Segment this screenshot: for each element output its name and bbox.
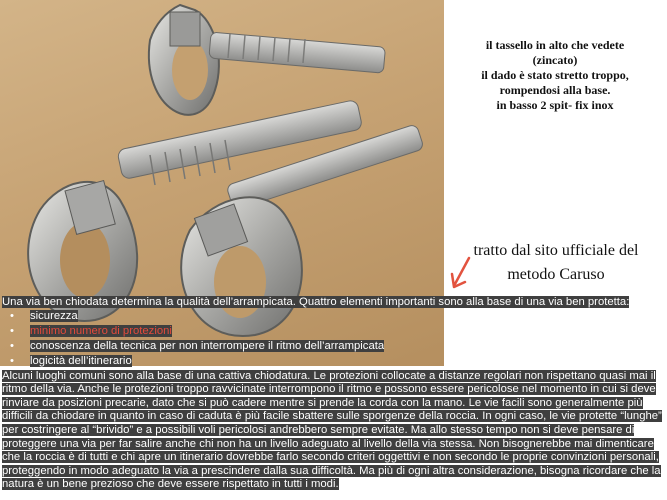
list-item-label: logicità dell’itinerario: [30, 354, 132, 367]
body-text: Alcuni luoghi comuni sono alla base di una cattiva chiodatura. Le protezioni collocate a distanze regolari non rispettano quasi mai il ritmo della via. Anche le protezioni troppo ravvicinate interrompono il ritmo e possono essere pericolose nel momento in cui si deve rinviare da posizioni precarie, dato che si può cadere mentre si prende la corda con la mano. Le vie facili sono generalmente più difficili da chiodare in quanto in caso di caduta è più facile sbattere sulle sporgenze della roccia. In ogni caso, le vie protette “lunghe” per costringere al “brivido” e a possibili voli pericolosi andrebbero sempre evitate. Ma allo stesso tempo non si deve pensare di proteggere una via per far salire anche chi non ha un livello adeguato al livello della via stessa. Non bisognerebbe mai dimenticare che la roccia è di tutti e chi apre un itinerario dovrebbe farlo secondo criteri oggettivi e non secondo le proprie convinzioni personali, proteggendo in modo adeguato la via a prescindere dalla sua difficoltà. Ma più di ogni altra considerazione, bisogna ricordare che la natura è un bene prezioso che deve essere rispettato in tutti i modi.: [2, 369, 662, 491]
list-item: • minimo numero di protezioni: [10, 324, 172, 337]
list-item-label: sicurezza: [30, 309, 78, 322]
list-item: • sicurezza: [10, 309, 78, 322]
list-item-label-highlighted: minimo numero di protezioni: [30, 324, 172, 337]
list-item: • conoscenza della tecnica per non interrompere il ritmo dell’arrampicata: [10, 339, 385, 352]
intro-text: Una via ben chiodata determina la qualità dell’arrampicata. Quattro elementi importanti sono alla base di una via ben protetta:: [2, 296, 630, 308]
arrow-down-left-icon: [449, 256, 473, 290]
article-text: [2, 296, 665, 492]
body-paragraph: [2, 370, 665, 492]
source-note: tratto dal sito ufficiale del metodo Caruso: [473, 242, 639, 283]
list-item: • logicità dell’itinerario: [10, 354, 132, 367]
key-elements-list: [2, 310, 665, 370]
photo-caption: il tassello in alto che vedete (zincato) il dado è stato stretto troppo, rompendosi alla base. in basso 2 spit- fix inox: [481, 38, 629, 112]
list-item-label: conoscenza della tecnica per non interrompere il ritmo dell’arrampicata: [30, 339, 385, 352]
intro-paragraph: [2, 296, 665, 310]
